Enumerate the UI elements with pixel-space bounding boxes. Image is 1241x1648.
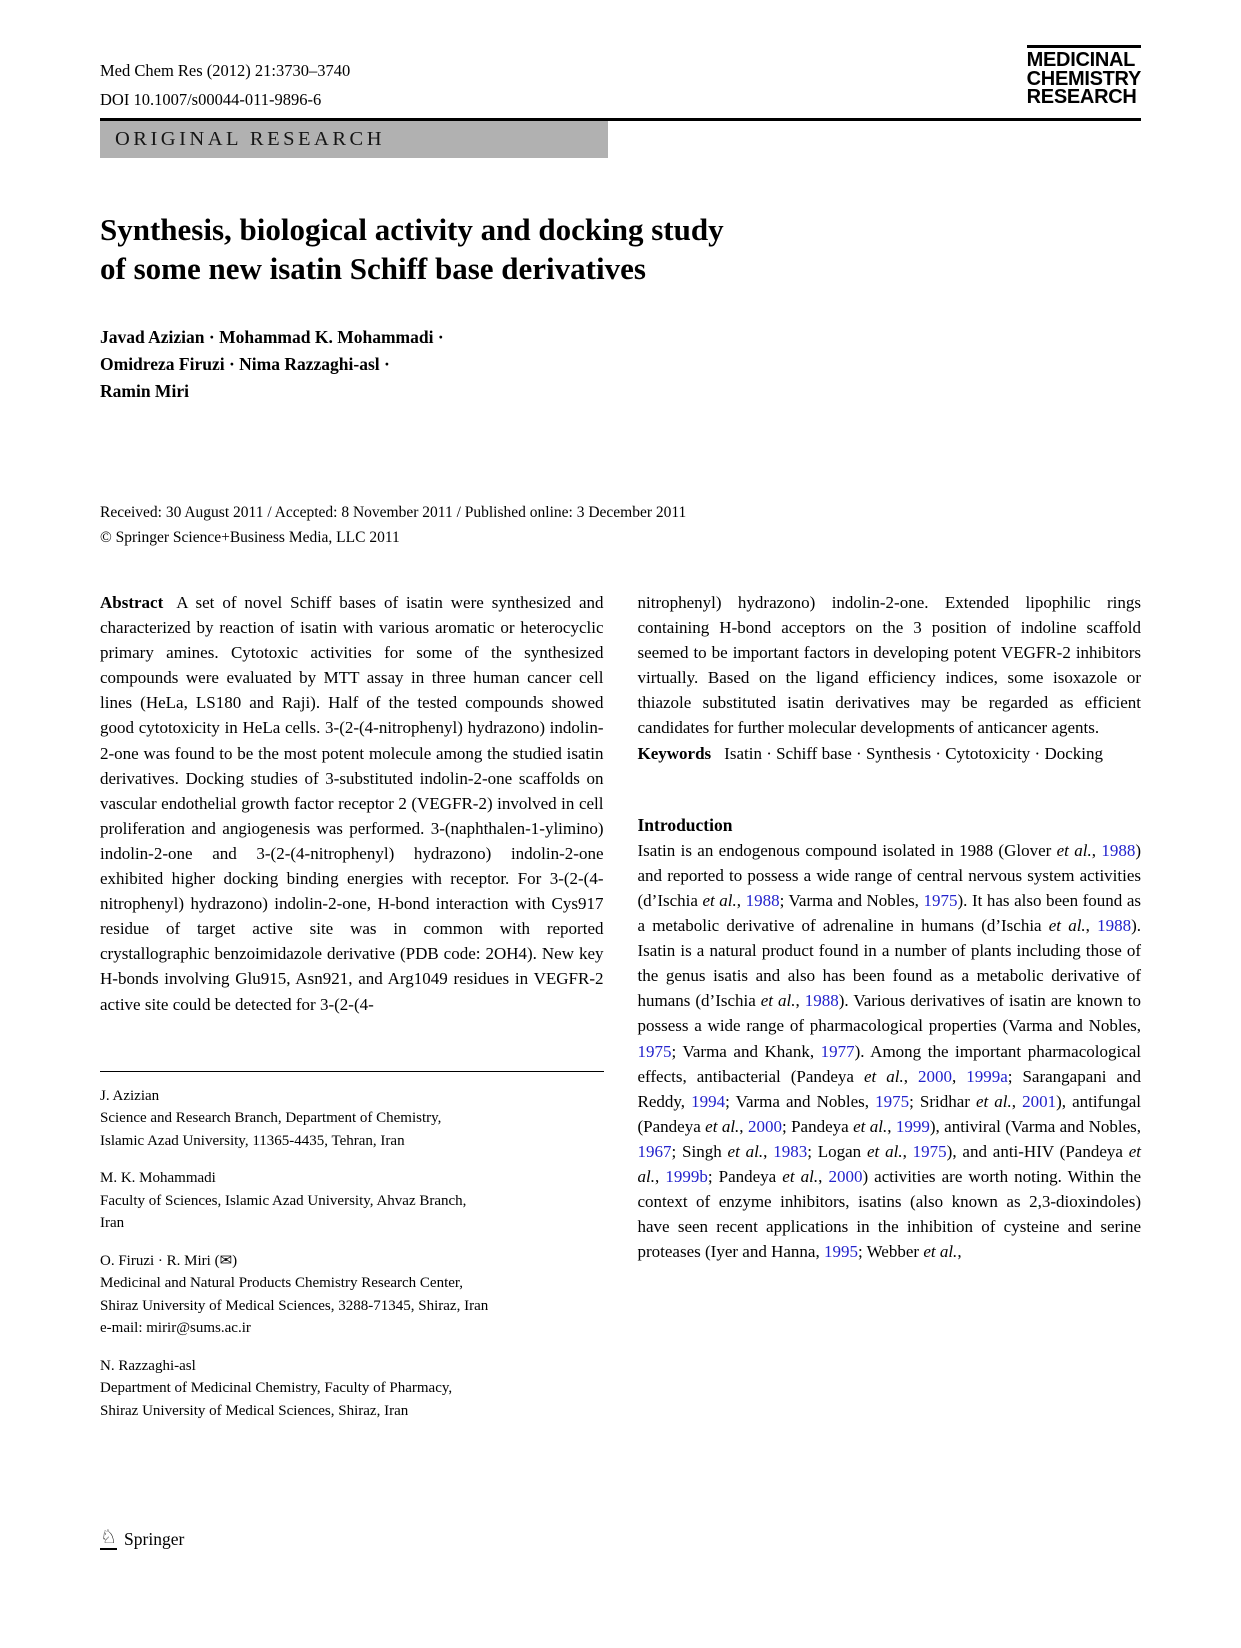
copyright-notice: © Springer Science+Business Media, LLC 2011 [100,528,400,546]
affiliation-group [100,1085,604,1153]
citation-link[interactable]: 2001 [1022,1091,1057,1111]
text-segment: ; Pandeya [781,1116,854,1136]
text-segment: , [795,991,805,1011]
citation-link[interactable]: 1999b [665,1166,708,1186]
affiliation-address: Faculty of Sciences, Islamic Azad University, Ahvaz Branch, [100,1192,467,1209]
citation-link[interactable]: 1975 [912,1141,947,1161]
authors-line: Omidreza Firuzi · Nima Razzaghi-asl · [100,354,390,374]
journal-logo-line: MEDICINAL [1026,49,1136,71]
keywords-label: Keywords [637,743,712,763]
citation-link[interactable]: 1975 [637,1041,672,1061]
title-line-1: Synthesis, biological activity and docking study [100,212,724,247]
text-segment: ; Varma and Nobles, [725,1091,876,1111]
text-segment: ; Logan [807,1141,868,1161]
text-segment: ), and anti-HIV (Pandeya [946,1141,1129,1161]
page-header [100,49,1141,114]
authors-line: Ramin Miri [100,381,189,401]
italic-text: et al. [1056,840,1092,860]
text-segment: ; Varma and Nobles, [779,890,924,910]
affiliation-author: O. Firuzi · R. Miri (✉) [100,1252,238,1269]
affiliation-author: N. Razzaghi-asl [100,1357,196,1374]
abstract-text-col1: A set of novel Schiff bases of isatin were synthesized and characterized by reaction of isatin with various aromatic or heterocyclic primary amines. Cytotoxic activities for some of the synthesized compounds were evaluated by MTT assay in three human cancer cell lines (HeLa, LS180 and Raji). Half of the tested compounds showed good cytotoxicity in HeLa cells. 3-(2-(4-nitrophenyl) hydrazono) indolin-2-one was found to be the most potent molecule among the studied isatin derivatives. Docking studies of 3-substituted indolin-2-one scaffolds on vascular endothelial growth factor receptor 2 (VEGFR-2) involved in cell proliferation and angiogenesis was performed. 3-(naphthalen-1-ylimino) indolin-2-one and 3-(2-(4-nitrophenyl) hydrazono) indolin-2-one exhibited higher docking binding energies with receptor. For 3-(2-(4-nitrophenyl) hydrazono) indolin-2-one, H-bond interaction with Cys917 residue of target active site was in common with reported crystallographic benzoimidazole derivative (PDB code: 2OH4). New key H-bonds involving Glu915, Asn921, and Arg1049 residues in VEGFR-2 active site could be detected for 3-(2-(4- [100,593,604,1014]
text-segment: ; Webber [857,1242,924,1262]
affiliation-address: Shiraz University of Medical Sciences, Shiraz, Iran [100,1402,409,1419]
abstract-paragraph [100,590,604,1017]
text-segment: ; Singh [671,1141,728,1161]
affiliation-address: Iran [100,1215,125,1232]
citation-link[interactable]: 2000 [828,1166,863,1186]
text-segment: , [957,1242,962,1262]
affiliation-group [100,1250,604,1340]
citation-link[interactable]: 1988 [745,890,780,910]
citation-link[interactable]: 1988 [1097,916,1132,936]
introduction-paragraph [638,838,1142,1265]
citation-link[interactable]: 1967 [637,1141,672,1161]
journal-logo-line: CHEMISTRY [1026,67,1141,90]
affiliation-address: Medicinal and Natural Products Chemistry Research Center, [100,1275,464,1292]
citation-link[interactable]: 1999 [895,1116,930,1136]
text-segment: ), antifungal (Pandeya [637,1091,1141,1136]
citation-link[interactable]: 1977 [820,1041,855,1061]
italic-text: et al. [975,1091,1012,1111]
affiliation-author: J. Azizian [100,1087,160,1104]
doi: DOI 10.1007/s00044-011-9896-6 [100,90,322,109]
text-segment: ), antiviral (Varma and Nobles, [929,1116,1141,1136]
italic-text: et al. [863,1066,904,1086]
received-dates: Received: 30 August 2011 / Accepted: 8 November 2011 / Published online: 3 December 2011 [100,504,687,521]
italic-text: et al. [702,890,737,910]
text-segment: , [736,890,746,910]
citation-link[interactable]: 2000 [917,1066,952,1086]
text-segment: ). Various derivatives of isatin are known to possess a wide range of pharmacological properties (Varma and Nobles, [637,991,1141,1036]
italic-text: et al. [705,1116,740,1136]
text-segment: , [654,1166,666,1186]
italic-text: et al. [760,991,796,1011]
keywords-line [638,741,1142,766]
affiliation-address: Department of Medicinal Chemistry, Faculty of Pharmacy, [100,1380,453,1397]
journal-citation: Med Chem Res (2012) 21:3730–3740 [100,61,351,80]
affiliation-address: Shiraz University of Medical Sciences, 3288-71345, Shiraz, Iran [100,1297,489,1314]
affiliation-author: M. K. Mohammadi [100,1170,216,1187]
text-segment: ; Pandeya [707,1166,783,1186]
affiliation-footnotes [100,1071,604,1423]
text-segment: ). Among the important pharmacological effects, antibacterial (Pandeya [637,1041,1141,1086]
italic-text: et al. [727,1141,764,1161]
italic-text: et al. [637,1141,1142,1186]
text-segment: ; Sarangapani and Reddy, [637,1066,1142,1111]
italic-text: et al. [867,1141,903,1161]
publisher-footer [100,1528,184,1550]
journal-logo [1027,45,1141,107]
affiliation-address: Islamic Azad University, 11365-4435, Tehran, Iran [100,1132,405,1149]
right-column [638,590,1142,1422]
keywords-text: Isatin · Schiff base · Synthesis · Cytotoxicity · Docking [724,743,1104,763]
text-segment: , [1091,840,1102,860]
text-segment: ) activities are worth noting. Within the context of enzyme inhibitors, isatins (also known as 2,3-dioxindoles) have seen recent applications in the inhibition of cysteine and serine proteases (Iyer and Hanna, [637,1166,1142,1262]
citation-link[interactable]: 1995 [823,1242,858,1262]
journal-logo-line: RESEARCH [1026,86,1137,108]
citation-link[interactable]: 1994 [691,1091,726,1111]
text-segment: , [1011,1091,1023,1111]
italic-text: et al. [923,1242,958,1262]
text-segment: Isatin is an endogenous compound isolated in 1988 (Glover [637,840,1057,860]
title-line-2: of some new isatin Schiff base derivatives [100,251,646,286]
two-column-body [100,590,1141,1422]
text-segment: ) and reported to possess a wide range of central nervous system activities (d’Ischia [637,840,1141,910]
citation-link[interactable]: 1975 [923,890,958,910]
affiliation-address: Science and Research Branch, Department of Chemistry, [100,1110,442,1127]
text-segment: ; Sridhar [909,1091,976,1111]
corresponding-email[interactable]: e-mail: mirir@sums.ac.ir [100,1320,251,1337]
text-segment: , [903,1066,918,1086]
citation-link[interactable]: 2000 [747,1116,782,1136]
italic-text: et al. [1048,916,1086,936]
text-segment: ). Isatin is a natural product found in a number of plants including those of the genus isatis and also has been found as a metabolic derivative of humans (d’Ischia [637,916,1141,1011]
italic-text: et al. [853,1116,888,1136]
text-segment: , [763,1141,774,1161]
text-segment: , [818,1166,829,1186]
article-type-banner: ORIGINAL RESEARCH [100,121,608,158]
journal-info [100,56,350,114]
text-segment: ). It has also been found as a metabolic derivative of adrenaline in humans (d’Ischia [637,890,1141,936]
author-list [100,324,1141,405]
text-segment: , [902,1141,913,1161]
citation-link[interactable]: 1983 [773,1141,808,1161]
publication-history [100,501,1141,550]
text-segment: , [1085,916,1098,936]
text-segment: , [951,1066,967,1086]
citation-link[interactable]: 1999a [966,1066,1008,1086]
page-title [100,210,1141,288]
left-column [100,590,604,1422]
abstract-label: Abstract [100,593,164,612]
text-segment: , [739,1116,748,1136]
authors-line: Javad Azizian · Mohammad K. Mohammadi · [100,327,444,347]
text-segment: ; Varma and Khank, [671,1041,821,1061]
affiliation-group [100,1167,604,1235]
italic-text: et al. [782,1166,819,1186]
publisher-name: Springer [124,1528,185,1549]
springer-knight-icon: ♘ [100,1527,118,1548]
citation-link[interactable]: 1988 [804,991,839,1011]
text-segment: , [887,1116,896,1136]
affiliation-group [100,1355,604,1423]
section-heading-introduction: Introduction [637,814,733,835]
abstract-continuation: nitrophenyl) hydrazono) indolin-2-one. Extended lipophilic rings containing H-bond acceptors on the 3 position of indoline scaffold seemed to be important factors in developing potent VEGFR-2 inhibitors virtually. Based on the ligand efficiency indices, some isoxazole or thiazole substituted isatin derivatives may be regarded as efficient candidates for further molecular developments of anticancer agents. [637,593,1141,738]
citation-link[interactable]: 1988 [1101,840,1136,860]
citation-link[interactable]: 1975 [875,1091,910,1111]
